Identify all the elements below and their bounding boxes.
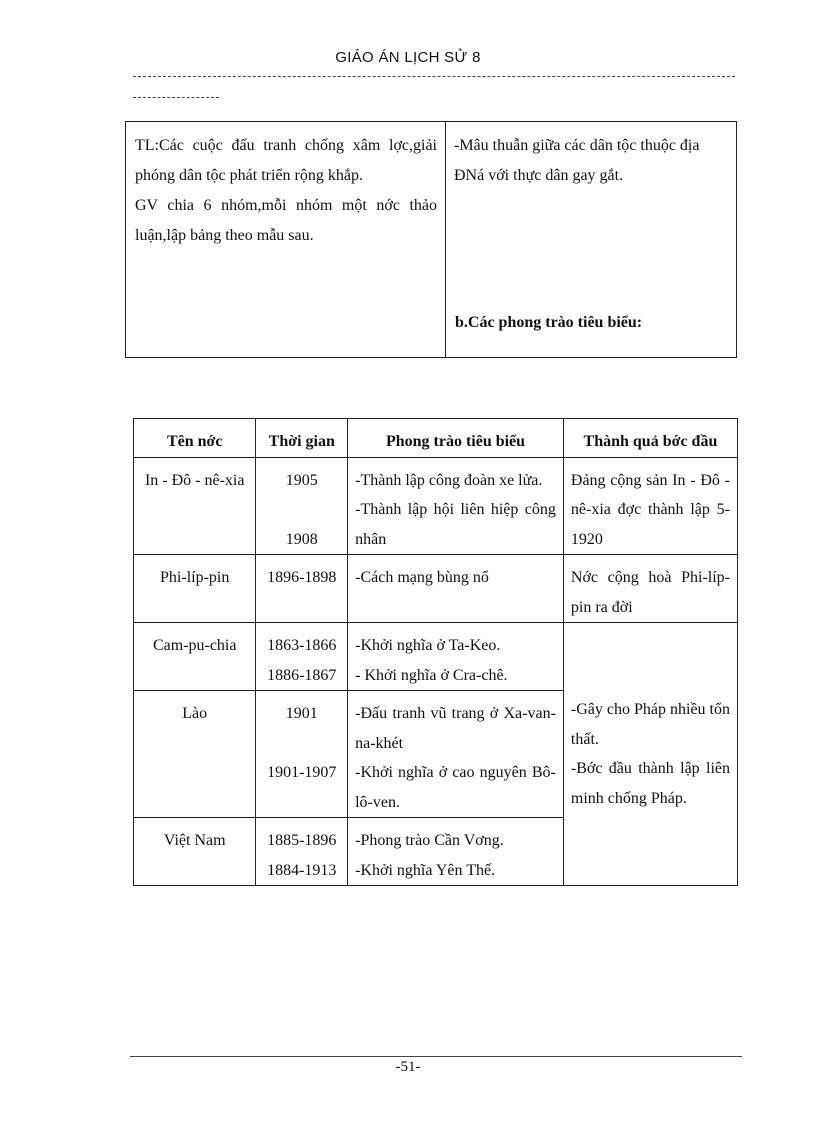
movements-table <box>133 418 738 886</box>
result-text: -Gây cho Pháp nhiều tổn thất. <box>570 701 730 748</box>
country-cell: Cam-pu-chia <box>134 623 256 691</box>
section-subheading: b.Các phong trào tiêu biểu: <box>455 314 643 331</box>
year-text: 1901-1907 <box>267 764 337 781</box>
content-cell <box>446 122 736 357</box>
header-divider <box>133 76 735 77</box>
result-text: -Bớc đầu thành lập liên minh chống Pháp. <box>570 760 730 807</box>
year-text: 1884-1913 <box>267 861 337 879</box>
teacher-activity-text: TL:Các cuộc đấu tranh chống xâm lợc,giải phóng dân tộc phát triển rộng khắp. <box>135 137 437 184</box>
year-text: 1885-1896 <box>267 832 337 849</box>
movement-cell <box>348 818 564 886</box>
movement-text: -Đấu tranh vũ trang ở Xa-van-na-khét <box>355 705 556 752</box>
movement-cell <box>348 691 564 818</box>
table-row <box>134 623 738 691</box>
header-country: Tên nớc <box>134 419 256 458</box>
table-header-row <box>134 419 738 458</box>
header-divider-continued <box>133 97 219 98</box>
movement-text: -Phong trào Cần Vơng. <box>355 832 504 849</box>
header-time: Thời gian <box>256 419 348 458</box>
teacher-activity-cell <box>126 122 446 357</box>
page-header-title: GIÁO ÁN LỊCH SỬ 8 <box>335 49 481 66</box>
movement-text: -Khởi nghĩa ở cao nguyên Bô-lô-ven. <box>355 764 556 811</box>
header-movement: Phong trào tiêu biểu <box>348 419 564 458</box>
table-row <box>134 555 738 623</box>
year-text: 1908 <box>285 530 318 548</box>
time-cell <box>256 691 348 818</box>
header-result: Thành quả bớc đầu <box>563 419 737 458</box>
country-cell: Lào <box>134 691 256 818</box>
year-text: 1896-1898 <box>267 569 337 586</box>
year-text: 1901 <box>285 705 318 722</box>
movement-cell: -Cách mạng bùng nổ <box>348 555 564 623</box>
movement-cell <box>348 457 564 555</box>
movement-text: -Khởi nghĩa Yên Thế. <box>355 861 496 879</box>
movement-text: - Khởi nghĩa ở Cra-chê. <box>355 666 508 684</box>
country-cell: In - Đô - nê-xia <box>134 457 256 555</box>
time-cell <box>256 623 348 691</box>
content-text: -Mâu thuẫn giữa các dân tộc thuộc địa ĐNá với thực dân gay gắt. <box>454 137 700 184</box>
movement-cell <box>348 623 564 691</box>
country-cell: Việt Nam <box>134 818 256 886</box>
time-cell <box>256 818 348 886</box>
year-text: 1905 <box>285 471 318 489</box>
result-cell: Nớc cộng hoà Phi-líp-pin ra đời <box>563 555 737 623</box>
activity-box <box>125 121 737 358</box>
year-text: 1886-1867 <box>267 666 337 684</box>
time-cell <box>256 457 348 555</box>
shared-result-cell <box>563 623 737 886</box>
movement-text: -Thành lập hội liên hiệp công nhân <box>355 501 556 548</box>
time-cell <box>256 555 348 623</box>
country-cell: Phi-líp-pin <box>134 555 256 623</box>
teacher-instruction-text: GV chia 6 nhóm,mỗi nhóm một nớc thảo luận,lập bảng theo mẫu sau. <box>135 197 437 244</box>
footer-divider <box>130 1056 742 1057</box>
year-text: 1863-1866 <box>267 637 337 654</box>
result-cell: Đảng cộng sản In - Đô - nê-xia đợc thành lập 5-1920 <box>563 457 737 555</box>
movement-text: -Khởi nghĩa ở Ta-Keo. <box>355 637 501 654</box>
page-number: -51- <box>395 1059 421 1075</box>
movement-text: -Thành lập công đoàn xe lửa. <box>355 471 543 489</box>
table-row <box>134 457 738 555</box>
